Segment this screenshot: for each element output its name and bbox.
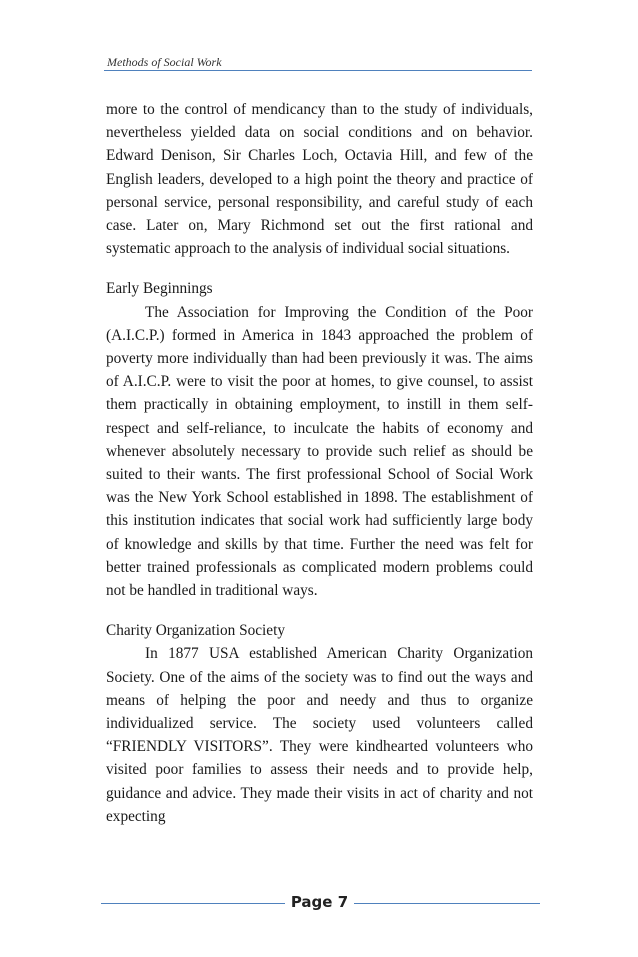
header-rule [104, 70, 532, 71]
footer-rule-right [354, 903, 540, 904]
charity-organization-paragraph: In 1877 USA established American Charity Organization Society. One of the aims of the society was to find out the ways and means of helping the poor and needy and thus to organize individualized service. The society used volunteers called “FRIENDLY VISITORS”. They were kindhearted volunteers who visited poor families to assess their needs and to provide help, guidance and advice. They made their visits in act of charity and not expecting [106, 645, 533, 825]
page-content [106, 98, 533, 828]
section-heading-charity-organization-society: Charity Organization Society [106, 622, 285, 640]
intro-paragraph: more to the control of mendicancy than to the study of individuals, nevertheless yielded data on social conditions and on behavior. Edward Denison, Sir Charles Loch, Octavia Hill, and few of the English leaders, developed to a high point the theory and practice of personal service, personal responsibility, and careful study of each case. Later on, Mary Richmond set out the first rational and systematic approach to the analysis of individual social situations. [106, 101, 533, 258]
early-beginnings-paragraph: The Association for Improving the Condition of the Poor (A.I.C.P.) formed in America in 1843 approached the problem of poverty more individually than had been previously it was. The aims of A.I.C.P. were to visit the poor at homes, to give counsel, to assist them practically in obtaining employment, to instill in them self-respect and self-reliance, to inculcate the habits of economy and whenever absolutely necessary to provide such relief as should be suited to their wants. The first professional School of Social Work was the New York School established in 1898. The establishment of this institution indicates that social work had sufficiently large body of knowledge and skills by that time. Further the need was felt for better trained professionals as complicated modern problems could not be handled in traditional ways. [106, 303, 533, 600]
running-header: Methods of Social Work [107, 55, 222, 69]
footer-rule-left [101, 903, 285, 904]
section-heading-early-beginnings: Early Beginnings [106, 280, 213, 298]
page-number: Page 7 [290, 893, 349, 911]
